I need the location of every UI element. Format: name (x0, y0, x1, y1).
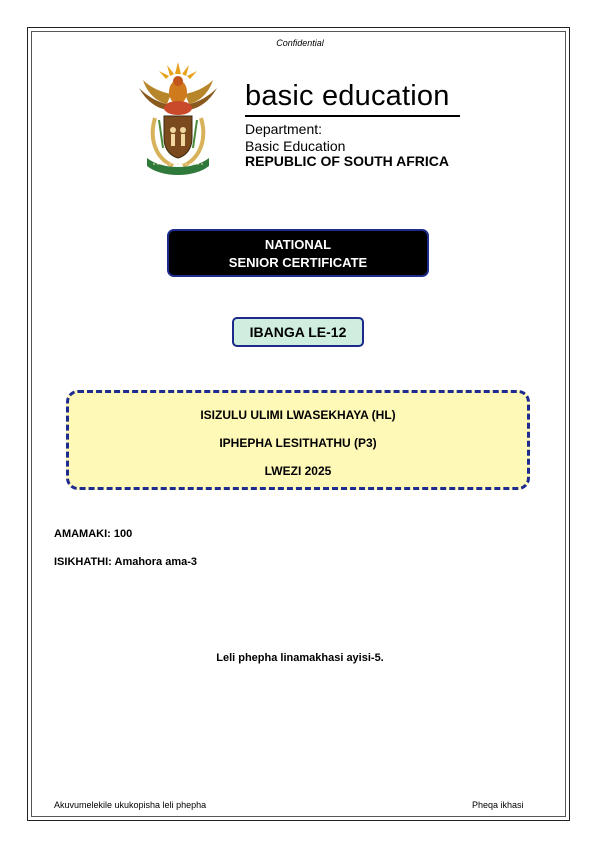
exam-date: LWEZI 2025 (264, 464, 332, 478)
certificate-box (167, 229, 429, 277)
brand-name: basic education (245, 80, 450, 112)
department-label (245, 121, 345, 154)
certificate-line-2: SENIOR CERTIFICATE (228, 255, 368, 270)
certificate-line-1: NATIONAL (264, 237, 332, 252)
grade-badge: IBANGA LE-12 (232, 317, 364, 347)
country-label: REPUBLIC OF SOUTH AFRICA (245, 153, 450, 169)
department-line-2: Basic Education (245, 137, 346, 154)
coat-of-arms-icon (137, 58, 219, 178)
time-label: ISIKHATHI: Amahora ama-3 (54, 556, 198, 568)
turn-over-note: Pheqa ikhasi (472, 800, 524, 810)
confidential-label: Confidential (276, 38, 324, 48)
page-count-note: Leli phepha linamakhasi ayisi-5. (216, 652, 384, 664)
subject-box (66, 390, 530, 490)
brand-underline (245, 115, 460, 117)
marks-label: AMAMAKI: 100 (54, 528, 133, 540)
subject-title: ISIZULU ULIMI LWASEKHAYA (HL) (200, 408, 396, 422)
department-line-1: Department: (245, 121, 323, 137)
copyright-notice: Akuvumelekile ukukopisha leli phepha (54, 800, 207, 810)
paper-title: IPHEPHA LESITHATHU (P3) (219, 436, 377, 450)
